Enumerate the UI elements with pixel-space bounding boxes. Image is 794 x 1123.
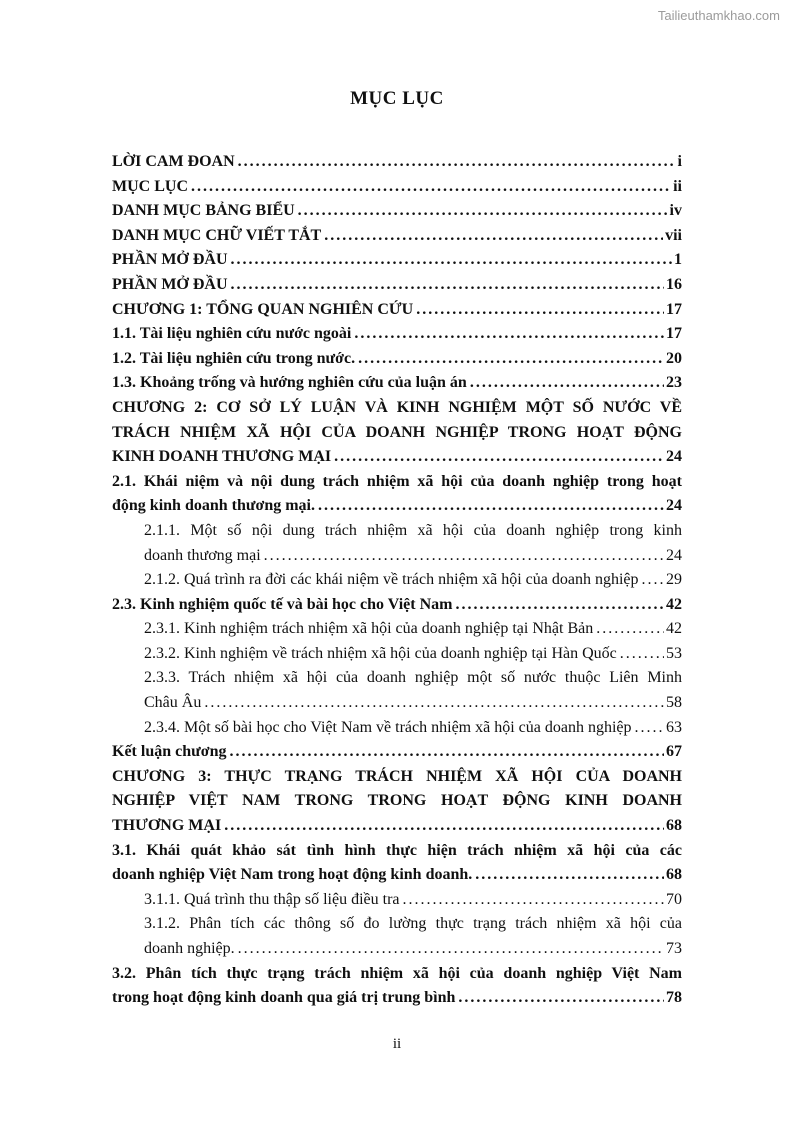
- toc-entry-title: 2.3.3. Trách nhiệm xã hội của doanh nghiệp một số nước thuộc Liên Minh: [144, 669, 682, 687]
- toc-page-number: 24: [666, 497, 682, 515]
- toc-line: [112, 863, 682, 888]
- dot-leader: [224, 814, 664, 839]
- toc-entry: [112, 593, 682, 618]
- toc-line: [112, 494, 682, 519]
- toc-line: [112, 298, 682, 323]
- dot-leader: [191, 175, 671, 200]
- toc-entry-title: 3.2. Phân tích thực trạng trách nhiệm xã hội của doanh nghiệp Việt Nam: [112, 964, 682, 982]
- toc-page-number: 73: [666, 940, 682, 957]
- toc-line: [112, 347, 682, 372]
- toc-entry: [112, 962, 682, 1011]
- toc-entry: [112, 150, 682, 175]
- toc-page-number: 16: [666, 275, 682, 293]
- toc-entry-title: THƯƠNG MẠI: [112, 817, 222, 835]
- toc-entry-title: doanh nghiệp Việt Nam trong hoạt động kinh doanh.: [112, 866, 473, 884]
- toc-entry-title: 2.1. Khái niệm và nội dung trách nhiệm xã hội của doanh nghiệp trong hoạt: [112, 472, 682, 490]
- toc-entry-title: CHƯƠNG 2: CƠ SỞ LÝ LUẬN VÀ KINH NGHIỆM MỘT SỐ NƯỚC VỀ: [112, 398, 682, 416]
- toc-entry-title: 2.1.1. Một số nội dung trách nhiệm xã hội của doanh nghiệp trong kinh: [144, 521, 682, 539]
- toc-page-number: 42: [666, 595, 682, 613]
- toc-page-number: 67: [666, 743, 682, 761]
- toc-entry-title: 3.1.2. Phân tích các thông số đo lường thực trạng trách nhiệm xã hội của: [144, 915, 682, 933]
- toc-entry: [112, 617, 682, 642]
- toc-line: [144, 912, 682, 937]
- dot-leader: [620, 642, 664, 667]
- toc-line: [112, 470, 682, 495]
- toc-line: [144, 691, 682, 716]
- dot-leader: [264, 544, 664, 569]
- dot-leader: [455, 593, 664, 618]
- toc-entry-title: TRÁCH NHIỆM XÃ HỘI CỦA DOANH NGHIỆP TRONG HOẠT ĐỘNG: [112, 423, 682, 441]
- toc-page-number: 63: [666, 718, 682, 736]
- dot-leader: [642, 568, 664, 593]
- toc-entry-title: Châu Âu: [144, 694, 202, 712]
- toc-entry-title: LỜI CAM ĐOAN: [112, 153, 235, 170]
- dot-leader: [635, 716, 664, 741]
- toc-page-number: 24: [666, 546, 682, 564]
- toc-entry: [112, 716, 682, 741]
- dot-leader: [475, 863, 664, 888]
- toc-page-number: 24: [666, 448, 682, 466]
- toc-entry-title: DANH MỤC CHỮ VIẾT TẮT: [112, 226, 322, 244]
- toc-entry-title: PHẦN MỞ ĐẦU: [112, 275, 228, 293]
- toc-line: [112, 789, 682, 814]
- toc-entry: [112, 248, 682, 273]
- toc-entry-title: 3.1.1. Quá trình thu thập số liệu điều tra: [144, 890, 400, 908]
- toc-entry: [112, 396, 682, 470]
- toc-page-number: 1: [674, 251, 682, 269]
- toc-line: [144, 519, 682, 544]
- toc-entry: [112, 199, 682, 224]
- toc-line: [144, 937, 682, 962]
- toc-entry: [112, 765, 682, 839]
- toc-entry: [112, 175, 682, 200]
- toc-line: [144, 544, 682, 569]
- toc-entry-title: 1.3. Khoảng trống và hướng nghiên cứu của luận án: [112, 374, 467, 392]
- toc-line: [144, 666, 682, 691]
- toc-entry-title: PHẦN MỞ ĐẦU: [112, 251, 228, 269]
- toc-line: [112, 175, 682, 200]
- toc-line: [112, 150, 682, 175]
- toc-page-number: ii: [673, 177, 682, 195]
- toc-line: [112, 396, 682, 421]
- dot-leader: [298, 199, 668, 224]
- toc-line: [112, 421, 682, 446]
- toc-entry: [112, 666, 682, 715]
- dot-leader: [354, 322, 664, 347]
- toc-page-number: 70: [666, 890, 682, 908]
- toc-line: [144, 568, 682, 593]
- toc-entry: [112, 322, 682, 347]
- dot-leader: [403, 888, 664, 913]
- toc-page-number: vii: [665, 226, 682, 244]
- page-title: MỤC LỤC: [350, 88, 444, 109]
- toc-page-number: 29: [666, 571, 682, 589]
- dot-leader: [238, 937, 664, 962]
- dot-leader: [458, 986, 664, 1011]
- toc-entry-title: Kết luận chương: [112, 743, 227, 761]
- toc-page-number: i: [677, 153, 682, 170]
- toc-page-number: 23: [666, 374, 682, 392]
- toc-entry-title: DANH MỤC BẢNG BIỂU: [112, 202, 295, 220]
- watermark-text: Tailieuthamkhao.com: [657, 8, 780, 23]
- toc-entry: [112, 888, 682, 913]
- dot-leader: [596, 617, 664, 642]
- toc-entry: [112, 224, 682, 249]
- toc-entry-title: 2.3. Kinh nghiệm quốc tế và bài học cho Việt Nam: [112, 595, 453, 613]
- toc-entry-title: trong hoạt động kinh doanh qua giá trị trung bình: [112, 989, 456, 1007]
- toc-page-number: 78: [666, 989, 682, 1007]
- toc-line: [112, 224, 682, 249]
- toc-entry-title: 2.3.2. Kinh nghiệm về trách nhiệm xã hội của doanh nghiệp tại Hàn Quốc: [144, 644, 617, 662]
- dot-leader: [358, 347, 664, 372]
- dot-leader: [204, 691, 664, 716]
- page-footer-number: ii: [392, 1036, 402, 1052]
- toc-page-number: 17: [666, 325, 682, 343]
- dot-leader: [231, 248, 672, 273]
- dot-leader: [470, 371, 664, 396]
- toc-line: [144, 888, 682, 913]
- dot-leader: [238, 150, 676, 175]
- dot-leader: [416, 298, 664, 323]
- toc-entry: [112, 347, 682, 372]
- dot-leader: [229, 740, 664, 765]
- toc-entry: [112, 839, 682, 888]
- toc-entry-title: 2.1.2. Quá trình ra đời các khái niệm về trách nhiệm xã hội của doanh nghiệp: [144, 571, 639, 589]
- toc-entry: [112, 740, 682, 765]
- toc-line: [112, 962, 682, 987]
- toc-line: [112, 199, 682, 224]
- toc-page-number: 42: [666, 620, 682, 638]
- toc-entry-title: động kinh doanh thương mại.: [112, 497, 315, 515]
- toc-line: [112, 986, 682, 1011]
- toc-entry-title: 1.1. Tài liệu nghiên cứu nước ngoài: [112, 325, 352, 343]
- toc-line: [112, 445, 682, 470]
- toc-page-number: 17: [666, 300, 682, 318]
- toc-entry-title: 3.1. Khái quát khảo sát tình hình thực hiện trách nhiệm xã hội của các: [112, 841, 682, 859]
- toc-list: [112, 150, 682, 1011]
- dot-leader: [231, 273, 664, 298]
- toc-entry-title: 2.3.1. Kinh nghiệm trách nhiệm xã hội của doanh nghiệp tại Nhật Bản: [144, 620, 594, 638]
- toc-entry-title: doanh thương mại: [144, 546, 261, 564]
- toc-entry-title: doanh nghiệp.: [144, 940, 235, 957]
- toc-page-number: 20: [666, 349, 682, 367]
- dot-leader: [318, 494, 664, 519]
- toc-line: [112, 322, 682, 347]
- toc-line: [144, 716, 682, 741]
- toc-line: [112, 593, 682, 618]
- toc-page-number: iv: [669, 202, 682, 220]
- toc-entry-title: KINH DOANH THƯƠNG MẠI: [112, 448, 332, 466]
- toc-page-number: 68: [666, 866, 682, 884]
- toc-line: [112, 273, 682, 298]
- toc-page-number: 58: [666, 694, 682, 712]
- toc-line: [112, 839, 682, 864]
- toc-entry-title: CHƯƠNG 1: TỔNG QUAN NGHIÊN CỨU: [112, 300, 414, 318]
- toc-entry-title: MỤC LỤC: [112, 177, 188, 195]
- toc-entry-title: 2.3.4. Một số bài học cho Việt Nam về trách nhiệm xã hội của doanh nghiệp: [144, 718, 632, 736]
- toc-line: [112, 371, 682, 396]
- toc-line: [112, 814, 682, 839]
- toc-entry-title: CHƯƠNG 3: THỰC TRẠNG TRÁCH NHIỆM XÃ HỘI CỦA DOANH: [112, 767, 682, 785]
- toc-entry: [112, 470, 682, 519]
- dot-leader: [334, 445, 664, 470]
- toc-line: [144, 642, 682, 667]
- toc-line: [112, 248, 682, 273]
- toc-line: [144, 617, 682, 642]
- dot-leader: [324, 224, 663, 249]
- toc-line: [112, 765, 682, 790]
- toc-page-number: 53: [666, 644, 682, 662]
- toc-entry: [112, 568, 682, 593]
- toc-entry: [112, 371, 682, 396]
- toc-page-number: 68: [666, 817, 682, 835]
- toc-entry: [112, 642, 682, 667]
- toc-entry-title: NGHIỆP VIỆT NAM TRONG TRONG HOẠT ĐỘNG KINH DOANH: [112, 792, 682, 810]
- toc-entry-title: 1.2. Tài liệu nghiên cứu trong nước.: [112, 349, 356, 367]
- toc-line: [112, 740, 682, 765]
- toc-entry: [112, 519, 682, 568]
- toc-entry: [112, 273, 682, 298]
- toc-entry: [112, 298, 682, 323]
- toc-entry: [112, 912, 682, 961]
